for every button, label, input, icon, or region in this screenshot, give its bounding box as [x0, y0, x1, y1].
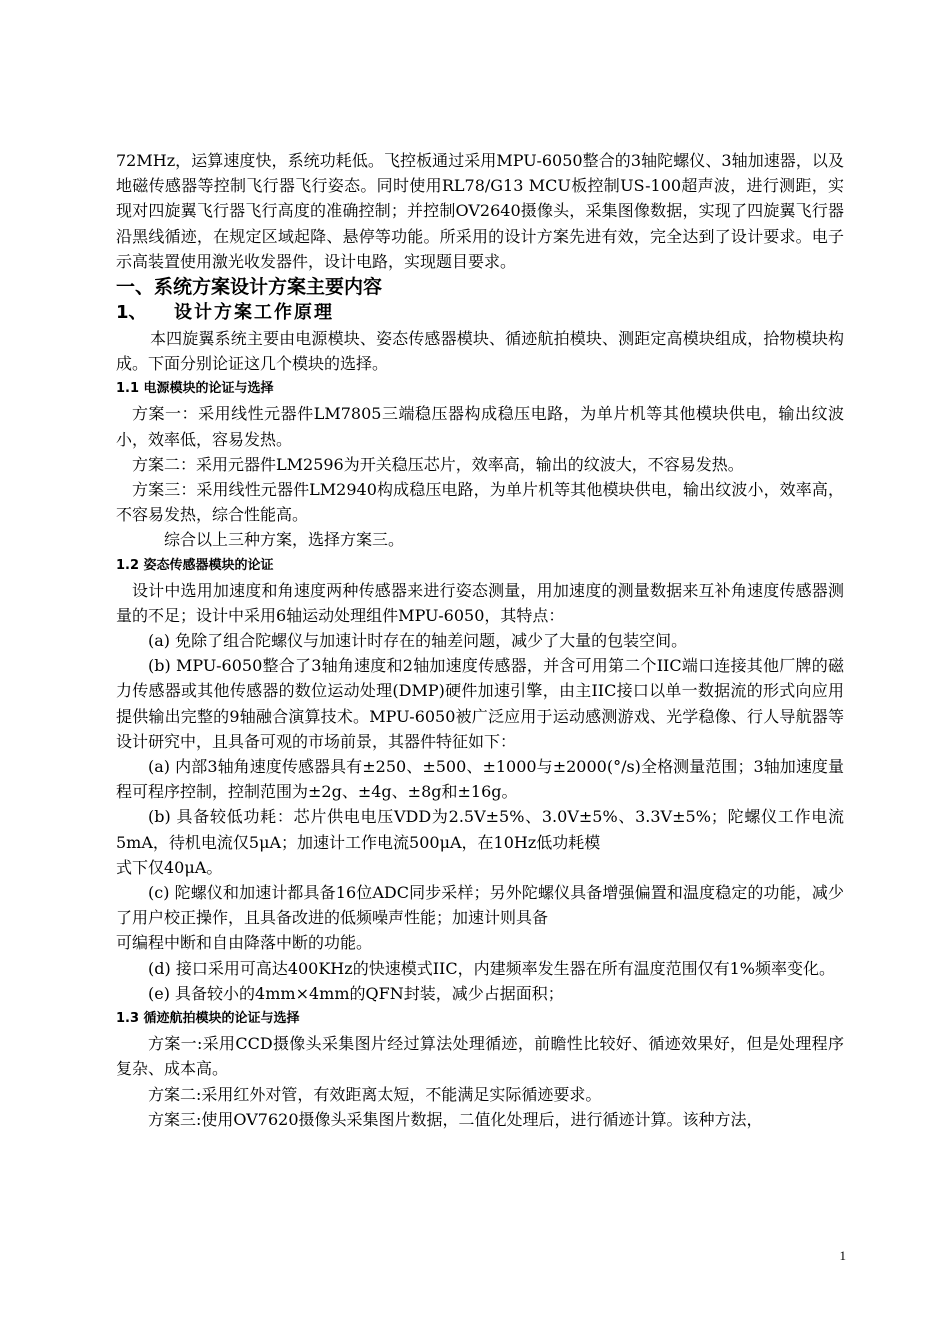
power-option-1: 方案一：采用线性元器件LM7805三端稳压器构成稳压电路，为单片机等其他模块供电，输出纹波小，效率低，容易发热。 [116, 404, 844, 449]
spec-d: (d) 接口采用可高达400KHz的快速模式IIC，内建频率发生器在所有温度范围仅有1%频率变化。 [148, 958, 835, 978]
subsection-heading [116, 300, 844, 326]
tracking-option-2: 方案二:采用红外对管，有效距离太短，不能满足实际循迹要求。 [148, 1084, 602, 1104]
spec-c-line1: (c) 陀螺仪和加速计都具备16位ADC同步采样；另外陀螺仪具备增强偏置和温度稳定的功能，减少了用户校正操作，且具备改进的低频噪声性能；加速计则具备 [116, 883, 844, 928]
power-option-2: 方案二：采用元器件LM2596为开关稳压芯片，效率高，输出的纹波大，不容易发热。 [132, 454, 744, 474]
spec-b-line2: 式下仅40μA。 [116, 857, 223, 877]
feature-b: (b) MPU-6050整合了3轴角速度和2轴加速度传感器，并含可用第二个IIC端口连接其他厂牌的磁力传感器或其他传感器的数位运动处理(DMP)硬件加速引擎，由主IIC接口以单一数据流的形式向应用提供输出完整的9轴融合演算技术。MPU-6050被广泛应用于运动感测游戏、光学稳像、行人导航器等设计研究中，且具备可观的市场前景，其器件特征如下： [116, 656, 844, 751]
page-number: 1 [839, 1248, 846, 1263]
tracking-option-3: 方案三:使用OV7620摄像头采集图片数据，二值化处理后，进行循迹计算。该种方法， [148, 1109, 763, 1129]
power-option-3: 方案三：采用线性元器件LM2940构成稳压电路，为单片机等其他模块供电，输出纹波小，效率高，不容易发热，综合性能高。 [116, 480, 844, 525]
attitude-intro: 设计中选用加速度和角速度两种传感器来进行姿态测量，用加速度的测量数据来互补角速度传感器测量的不足；设计中采用6轴运动处理组件MPU-6050，其特点： [116, 580, 844, 625]
intro-paragraph: 72MHz，运算速度快，系统功耗低。飞控板通过采用MPU-6050整合的3轴陀螺仪、3轴加速器，以及地磁传感器等控制飞行器飞行姿态。同时使用RL78/G13 MCU板控制US-100超声波，进行测距，实现对四旋翼飞行器飞行高度的准确控制；并控制OV2640摄像头，采集图像数据，实现了四旋翼飞行器沿黑线循迹，在规定区域起降、悬停等功能。所采用的设计方案先进有效，完全达到了设计要求。电子示高装置使用激光收发器件，设计电路，实现题目要求。 [116, 151, 844, 271]
subsection-title: 设计方案工作原理 [174, 302, 334, 324]
subsection-number: 1、 [116, 302, 147, 324]
tracking-option-1: 方案一:采用CCD摄像头采集图片经过算法处理循迹，前瞻性比较好、循迹效果好，但是处理程序复杂、成本高。 [116, 1034, 844, 1079]
spec-e: (e) 具备较小的4mm×4mm的QFN封装，减少占据面积； [148, 983, 564, 1003]
section-heading: 一、系统方案设计方案主要内容 [116, 276, 383, 299]
spec-c-line2: 可编程中断和自由降落中断的功能。 [116, 933, 373, 953]
section-1-3-title: 1.3 循迹航拍模块的论证与选择 [116, 1011, 300, 1027]
document-body [116, 148, 844, 1132]
feature-a: (a) 免除了组合陀螺仪与加速计时存在的轴差问题，减少了大量的包装空间。 [148, 631, 688, 651]
power-conclusion: 综合以上三种方案，选择方案三。 [164, 530, 405, 550]
overview-paragraph: 本四旋翼系统主要由电源模块、姿态传感器模块、循迹航拍模块、测距定高模块组成，拾物模块构成。下面分别论证这几个模块的选择。 [116, 329, 844, 374]
section-1-1-title: 1.1 电源模块的论证与选择 [116, 381, 274, 397]
spec-a: (a) 内部3轴角速度传感器具有±250、±500、±1000与±2000(°/s)全格测量范围；3轴加速度量程可程序控制，控制范围为±2g、±4g、±8g和±16g。 [116, 757, 844, 802]
spec-b-line1: (b) 具备较低功耗：芯片供电电压VDD为2.5V±5%、3.0V±5%、3.3V±5%；陀螺仪工作电流5mA，待机电流仅5μA；加速计工作电流500μA，在10Hz低功耗模 [116, 807, 844, 852]
section-1-2-title: 1.2 姿态传感器模块的论证 [116, 557, 274, 573]
